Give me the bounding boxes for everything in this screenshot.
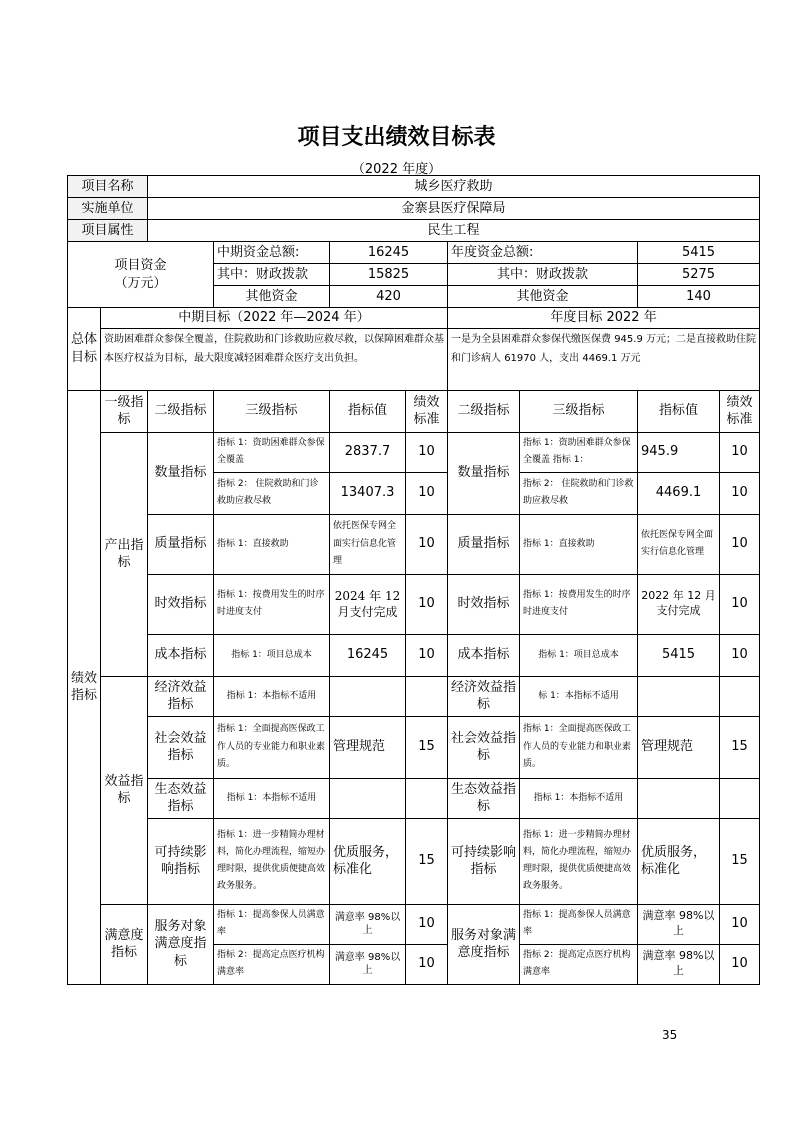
sustain-m: 指标 1：进一步精简办理材料，简化办理流程，缩短办理时限，提供优质便捷高效政务服务。 [214, 818, 330, 904]
social-y-value: 管理规范 [638, 716, 720, 778]
quality-m-value: 依托医保专网全面实行信息化管理 [330, 514, 406, 574]
quality-m-std: 10 [406, 514, 448, 574]
sat-y1-value: 满意率 98%以上 [638, 904, 720, 944]
sustain-label: 可持续影响指标 [148, 818, 214, 904]
row-unit [68, 198, 760, 220]
row-goal-header [68, 308, 760, 329]
mid-goal-text: 资助困难群众参保全覆盖，住院救助和门诊救助应救尽救，以保障困难群众基本医疗权益为目标，最大限度减轻困难群众医疗支出负担。 [101, 328, 448, 390]
sustain-y: 指标 1：进一步精简办理材料，简化办理流程，缩短办理时限，提供优质便捷高效政务服务。 [520, 818, 638, 904]
performance-table [67, 175, 760, 985]
qty-y1-value: 945.9 [638, 432, 720, 472]
benefit-indicator-label: 效益指标 [101, 676, 148, 904]
quality-m: 指标 1：直接救助 [214, 514, 330, 574]
eco-label-year: 生态效益指标 [448, 778, 520, 818]
time-label: 时效指标 [148, 574, 214, 634]
qty-y2: 指标 2： 住院救助和门诊救助应救尽救 [520, 472, 638, 514]
satisfaction-indicator-label: 满意度指标 [101, 904, 148, 984]
table-row [68, 634, 760, 676]
social-label-year: 社会效益指标 [448, 716, 520, 778]
econ-m: 指标 1：本指标不适用 [214, 676, 330, 716]
year-other-label: 其他资金 [448, 286, 638, 308]
econ-y-std [720, 676, 760, 716]
cost-m-std: 10 [406, 634, 448, 676]
time-y-value: 2022 年 12 月支付完成 [638, 574, 720, 634]
service-label-year: 服务对象满意度指标 [448, 904, 520, 984]
qty-m2-value: 13407.3 [330, 472, 406, 514]
sat-y1-std: 10 [720, 904, 760, 944]
year-goal-text: 一是为全县困难群众参保代缴医保费 945.9 万元；二是直接救助住院和门诊病人 61970 人，支出 4469.1 万元 [448, 328, 760, 390]
cost-m-value: 16245 [330, 634, 406, 676]
mid-goal-header: 中期目标（2022 年—2024 年） [101, 308, 448, 329]
social-y-std: 15 [720, 716, 760, 778]
header-standard: 绩效标准 [406, 390, 448, 432]
qty-y1-std: 10 [720, 432, 760, 472]
qty-m2: 指标 2： 住院救助和门诊救助应救尽救 [214, 472, 330, 514]
header-value: 指标值 [330, 390, 406, 432]
year-label: （2022 年度） [351, 162, 442, 177]
cost-label-year: 成本指标 [448, 634, 520, 676]
social-m: 指标 1：全面提高医保政工作人员的专业能力和职业素质。 [214, 716, 330, 778]
econ-m-value [330, 676, 406, 716]
cost-y: 指标 1：项目总成本 [520, 634, 638, 676]
eco-y-std [720, 778, 760, 818]
eco-m: 指标 1：本指标不适用 [214, 778, 330, 818]
table-row [68, 778, 760, 818]
attr-value: 民生工程 [148, 220, 760, 242]
cost-y-value: 5415 [638, 634, 720, 676]
quality-y-value: 依托医保专网全面实行信息化管理 [638, 514, 720, 574]
row-indicator-header [68, 390, 760, 432]
quality-y: 指标 1：直接救助 [520, 514, 638, 574]
project-name-label: 项目名称 [68, 176, 148, 198]
quality-y-std: 10 [720, 514, 760, 574]
econ-y: 标 1：本指标不适用 [520, 676, 638, 716]
mid-fiscal-label: 其中：财政拨款 [214, 264, 330, 286]
header-l1: 一级指标 [101, 390, 148, 432]
mid-total-label: 中期资金总额: [214, 242, 330, 264]
econ-label: 经济效益指标 [148, 676, 214, 716]
social-label: 社会效益指标 [148, 716, 214, 778]
quality-label-year: 质量指标 [448, 514, 520, 574]
table-row [68, 818, 760, 904]
year-total-label: 年度资金总额: [448, 242, 638, 264]
funds-label: 项目资金（万元） [68, 242, 214, 308]
attr-label: 项目属性 [68, 220, 148, 242]
service-label: 服务对象满意度指标 [148, 904, 214, 984]
econ-m-std [406, 676, 448, 716]
page-number: 35 [662, 1028, 678, 1042]
header-standard-year: 绩效标准 [720, 390, 760, 432]
year-goal-header: 年度目标 2022 年 [448, 308, 760, 329]
time-y-std: 10 [720, 574, 760, 634]
econ-y-value [638, 676, 720, 716]
eco-y-value [638, 778, 720, 818]
table-row [68, 514, 760, 574]
row-goal-text [68, 328, 760, 390]
cost-y-std: 10 [720, 634, 760, 676]
sat-m1-value: 满意率 98%以上 [330, 904, 406, 944]
table-row [68, 432, 760, 472]
mid-total-value: 16245 [330, 242, 448, 264]
econ-label-year: 经济效益指标 [448, 676, 520, 716]
table-row [68, 676, 760, 716]
project-name-value: 城乡医疗救助 [148, 176, 760, 198]
sat-m2: 指标 2：提高定点医疗机构满意率 [214, 944, 330, 984]
qty-m1-std: 10 [406, 432, 448, 472]
output-indicator-label: 产出指标 [101, 432, 148, 676]
row-attr [68, 220, 760, 242]
quality-label: 质量指标 [148, 514, 214, 574]
social-y: 指标 1：全面提高医保政工作人员的专业能力和职业素质。 [520, 716, 638, 778]
sat-m1-std: 10 [406, 904, 448, 944]
qty-label-year: 数量指标 [448, 432, 520, 514]
sustain-y-value: 优质服务，标准化 [638, 818, 720, 904]
time-label-year: 时效指标 [448, 574, 520, 634]
mid-fiscal-value: 15825 [330, 264, 448, 286]
eco-m-std [406, 778, 448, 818]
eco-y: 指标 1：本指标不适用 [520, 778, 638, 818]
cost-label: 成本指标 [148, 634, 214, 676]
unit-value: 金寨县医疗保障局 [148, 198, 760, 220]
table-row [68, 716, 760, 778]
eco-m-value [330, 778, 406, 818]
mid-other-label: 其他资金 [214, 286, 330, 308]
cost-m: 指标 1：项目总成本 [214, 634, 330, 676]
time-m: 指标 1：按费用发生的时序时进度支付 [214, 574, 330, 634]
row-funds-total [68, 242, 760, 264]
qty-label: 数量指标 [148, 432, 214, 514]
table-row [68, 904, 760, 944]
header-l2-year: 二级指标 [448, 390, 520, 432]
qty-m2-std: 10 [406, 472, 448, 514]
qty-y2-std: 10 [720, 472, 760, 514]
year-fiscal-value: 5275 [638, 264, 760, 286]
sat-y2-std: 10 [720, 944, 760, 984]
sat-y1: 指标 1：提高参保人员满意率 [520, 904, 638, 944]
sat-y2-value: 满意率 98%以上 [638, 944, 720, 984]
header-l2: 二级指标 [148, 390, 214, 432]
time-y: 指标 1：按费用发生的时序时进度支付 [520, 574, 638, 634]
sat-y2: 指标 2：提高定点医疗机构满意率 [520, 944, 638, 984]
header-l3: 三级指标 [214, 390, 330, 432]
qty-m1: 指标 1：资助困难群众参保全覆盖 [214, 432, 330, 472]
sat-m2-std: 10 [406, 944, 448, 984]
sat-m2-value: 满意率 98%以上 [330, 944, 406, 984]
overall-goal-label: 总体目标 [68, 308, 101, 391]
time-m-value: 2024 年 12 月支付完成 [330, 574, 406, 634]
header-l3-year: 三级指标 [520, 390, 638, 432]
unit-label: 实施单位 [68, 198, 148, 220]
perf-indicator-label: 绩效指标 [68, 390, 101, 984]
sustain-m-std: 15 [406, 818, 448, 904]
year-other-value: 140 [638, 286, 760, 308]
sustain-label-year: 可持续影响指标 [448, 818, 520, 904]
time-m-std: 10 [406, 574, 448, 634]
social-m-value: 管理规范 [330, 716, 406, 778]
qty-y2-value: 4469.1 [638, 472, 720, 514]
year-total-value: 5415 [638, 242, 760, 264]
qty-y1: 指标 1：资助困难群众参保全覆盖 指标 1： [520, 432, 638, 472]
row-project-name [68, 176, 760, 198]
sustain-m-value: 优质服务，标准化 [330, 818, 406, 904]
header-value-year: 指标值 [638, 390, 720, 432]
year-fiscal-label: 其中：财政拨款 [448, 264, 638, 286]
table-row [68, 574, 760, 634]
social-m-std: 15 [406, 716, 448, 778]
page-title: 项目支出绩效目标表 [297, 125, 496, 150]
qty-m1-value: 2837.7 [330, 432, 406, 472]
mid-other-value: 420 [330, 286, 448, 308]
sustain-y-std: 15 [720, 818, 760, 904]
sat-m1: 指标 1：提高参保人员满意率 [214, 904, 330, 944]
eco-label: 生态效益指标 [148, 778, 214, 818]
